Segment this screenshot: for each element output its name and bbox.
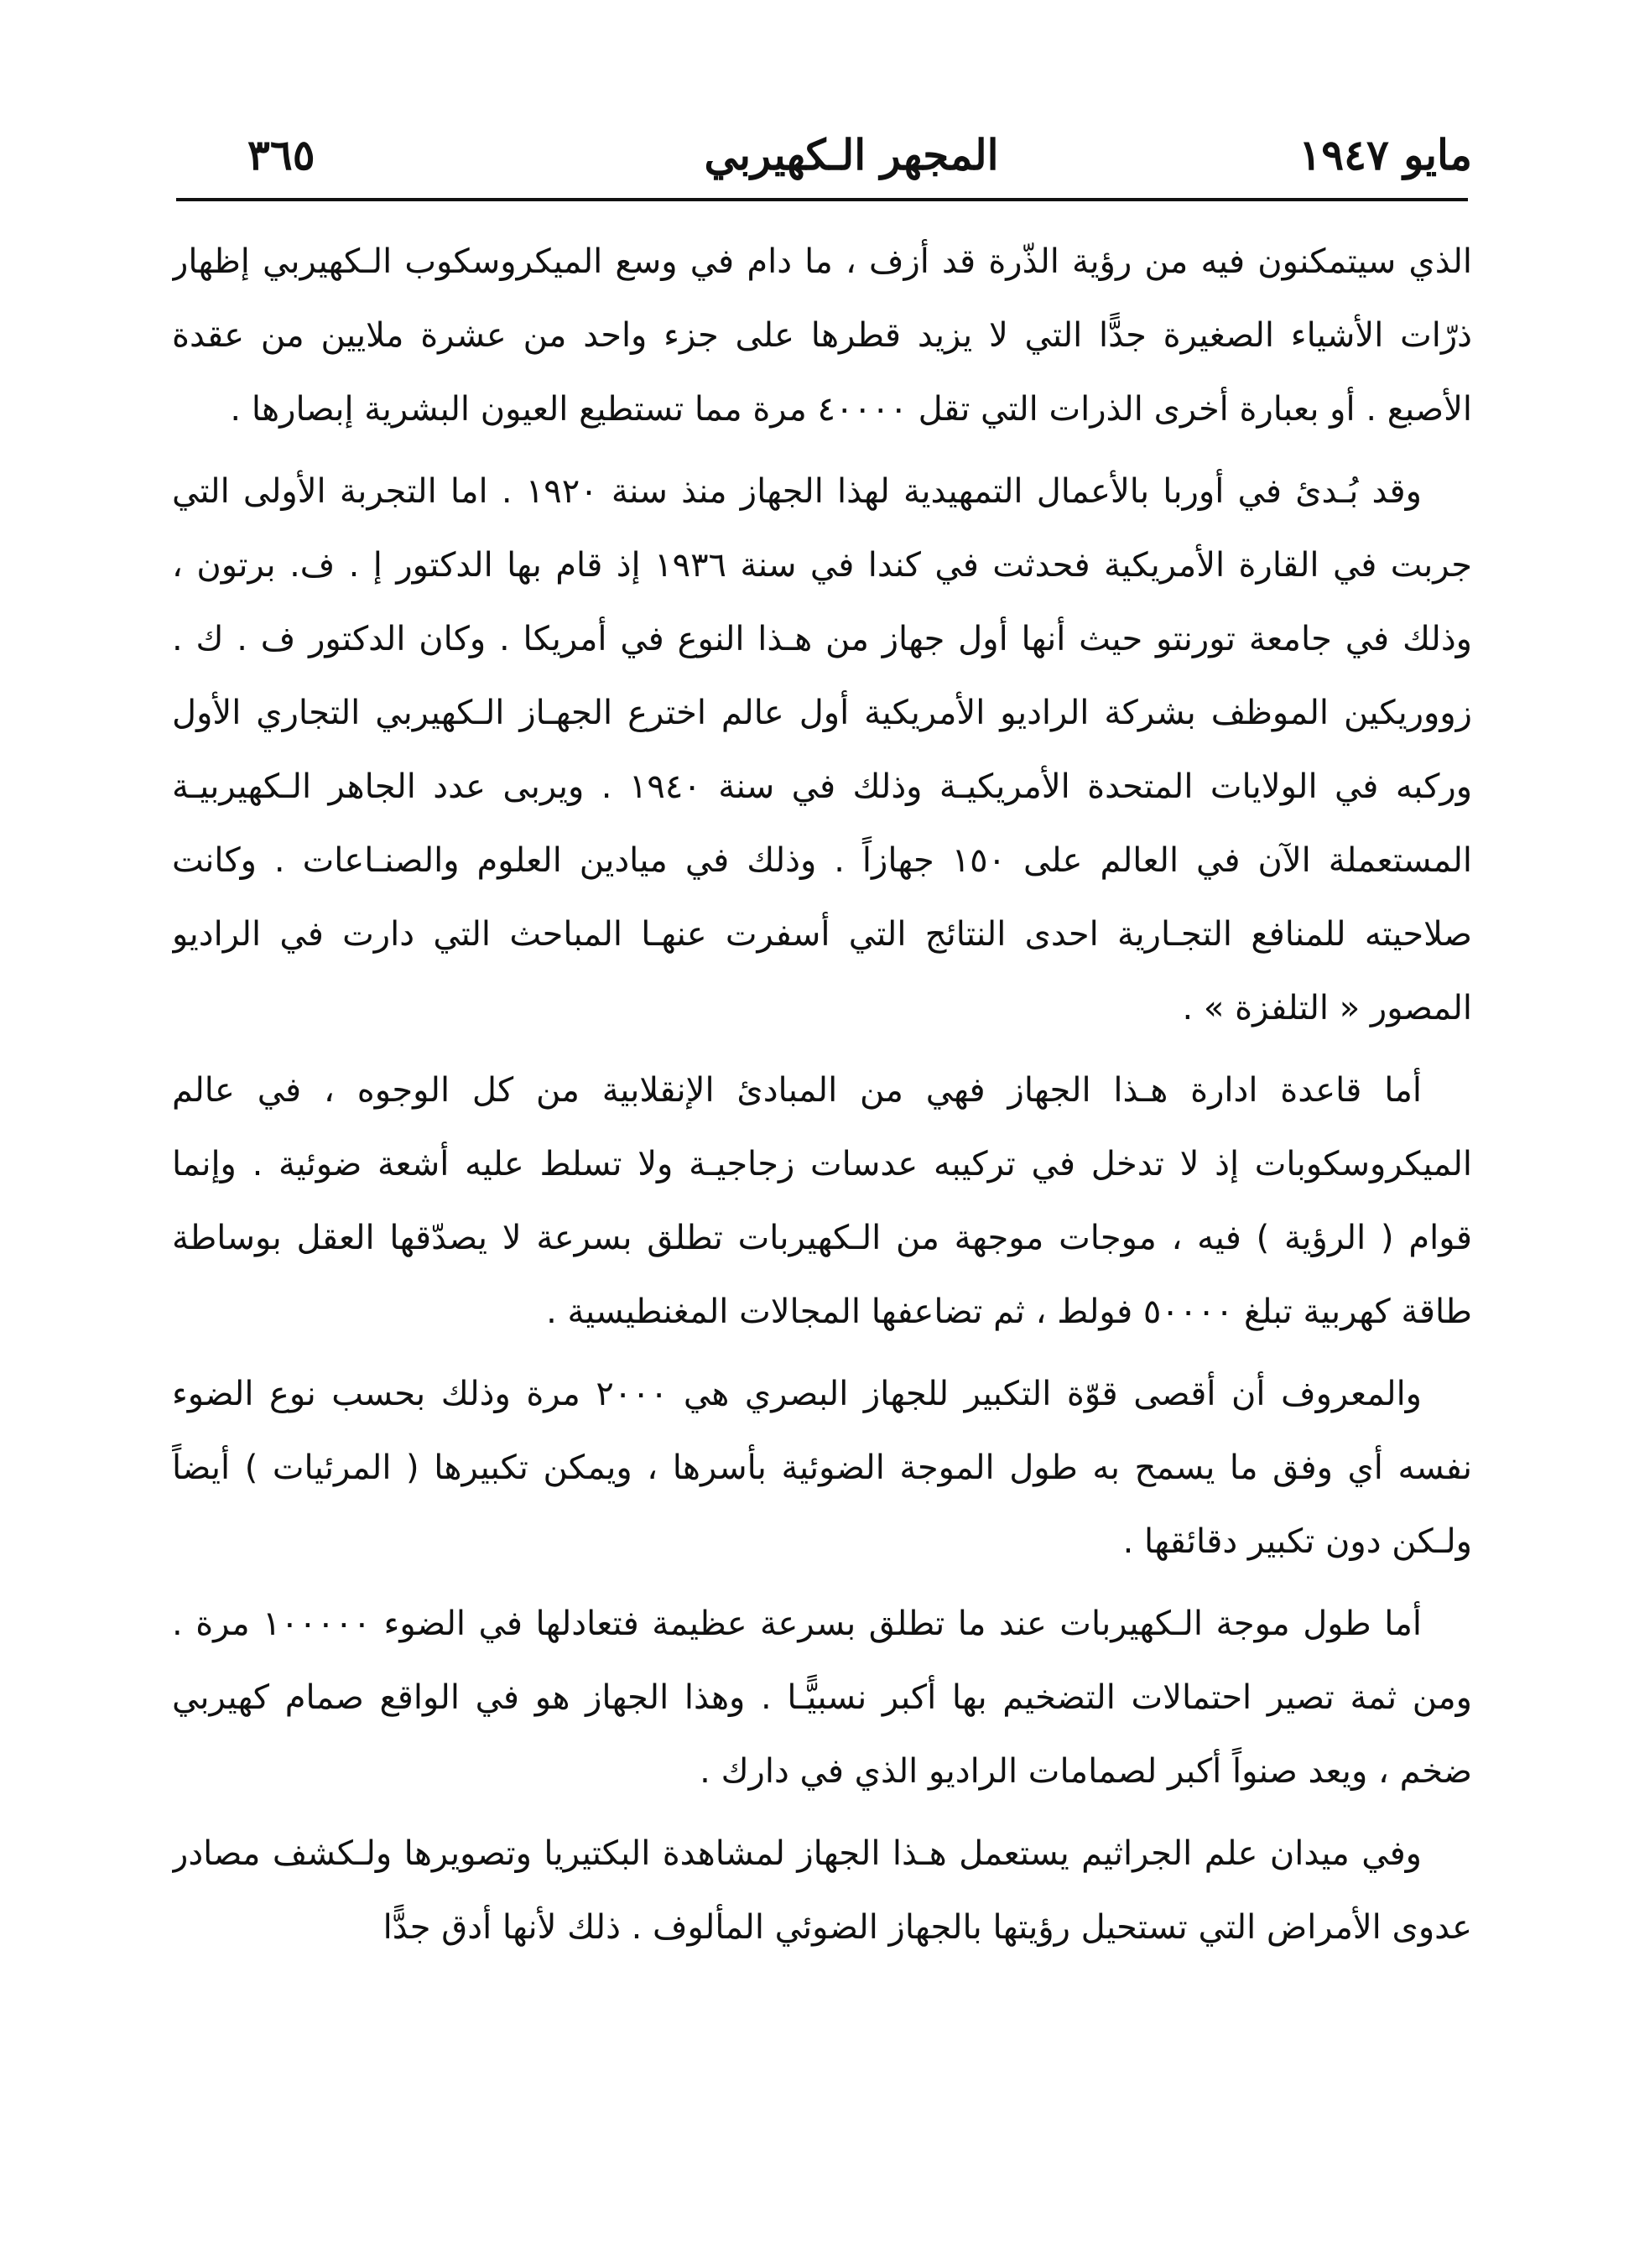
header-rule [176, 198, 1468, 201]
paragraph-5: أما طول موجة الـكهيربات عند ما تطلق بسرعة عظيمة فتعادلها في الضوء ١٠٠٠٠٠ مرة . ومن ثمة تصير احتمالات التضخيم بها أكبر نسبيًّـا . وهذا الجهاز هو في الواقع صمام كهيربي ضخم ، ويعد صنواً أكبر لصمامات الراديو الذي في دارك . [172, 1605, 1472, 1791]
page-header [231, 117, 1472, 193]
paragraph-2: وقد بُـدئ في أوربا بالأعمال التمهيدية لهذا الجهاز منذ سنة ١٩٢٠ . اما التجربة الأولى التي جربت في القارة الأمريكية فحدثت في كندا في سنة ١٩٣٦ إذ قام بها الدكتور إ . ف. برتون ، وذلك في جامعة تورنتو حيث أنها أول جهاز من هـذا النوع في أمريكا . وكان الدكتور ف . ك . زووريكين الموظف بشركة الراديو الأمريكية أول عالم اخترع الجهـاز الـكهيربي التجاري الأول وركبه في الولايات المتحدة الأمريكيـة وذلك في سنة ١٩٤٠ . ويربى عدد الجاهر الـكهيربيـة المستعملة الآن في العالم على ١٥٠ جهازاً . وذلك في ميادين العلوم والصنـاعات . وكانت صلاحيته للمنافع التجـارية احدى النتائج التي أسفرت عنهـا المباحث التي دارت في الراديو المصور « التلفزة » . [172, 472, 1472, 1027]
page-number: ٣٦٥ [247, 130, 315, 179]
article-body [172, 225, 1472, 2221]
running-title: المجهر الـكهيربي [704, 130, 999, 179]
issue-date: مايو ١٩٤٧ [1298, 130, 1472, 179]
paragraph-1: الذي سيتمكنون فيه من رؤية الذّرة قد أزف ، ما دام في وسع الميكروسكوب الـكهيربي إظهار ذرّات الأشياء الصغيرة جدًّا التي لا يزيد قطرها على جزء واحد من عشرة ملايين من عقدة الأصبع . أو بعبارة أخرى الذرات التي تقل ٤٠٠٠٠ مرة مما تستطيع العيون البشرية إبصارها . [172, 242, 1472, 429]
paragraph-3: أما قاعدة ادارة هـذا الجهاز فهي من المبادئ الإنقلابية من كل الوجوه ، في عالم الميكروسكوبات إذ لا تدخل في تركيبه عدسات زجاجيـة ولا تسلط عليه أشعة ضوئية . وإنما قوام ( الرؤية ) فيه ، موجات موجهة من الـكهيربات تطلق بسرعة لا يصدّقها العقل بوساطة طاقة كهربية تبلغ ٥٠٠٠٠ فولط ، ثم تضاعفها المجالات المغنطيسية . [172, 1071, 1472, 1331]
paragraph-6: وفي ميدان علم الجراثيم يستعمل هـذا الجهاز لمشاهدة البكتيريا وتصويرها ولـكشف مصادر عدوى الأمراض التي تستحيل رؤيتها بالجهاز الضوئي المألوف . ذلك لأنها أدق جدًّا [172, 1834, 1472, 1947]
paragraph-4: والمعروف أن أقصى قوّة التكبير للجهاز البصري هي ٢٠٠٠ مرة وذلك بحسب نوع الضوء نفسه أي وفق ما يسمح به طول الموجة الضوئية بأسرها ، ويمكن تكبيرها ( المرئيات ) أيضاً ولـكن دون تكبير دقائقها . [172, 1375, 1472, 1561]
